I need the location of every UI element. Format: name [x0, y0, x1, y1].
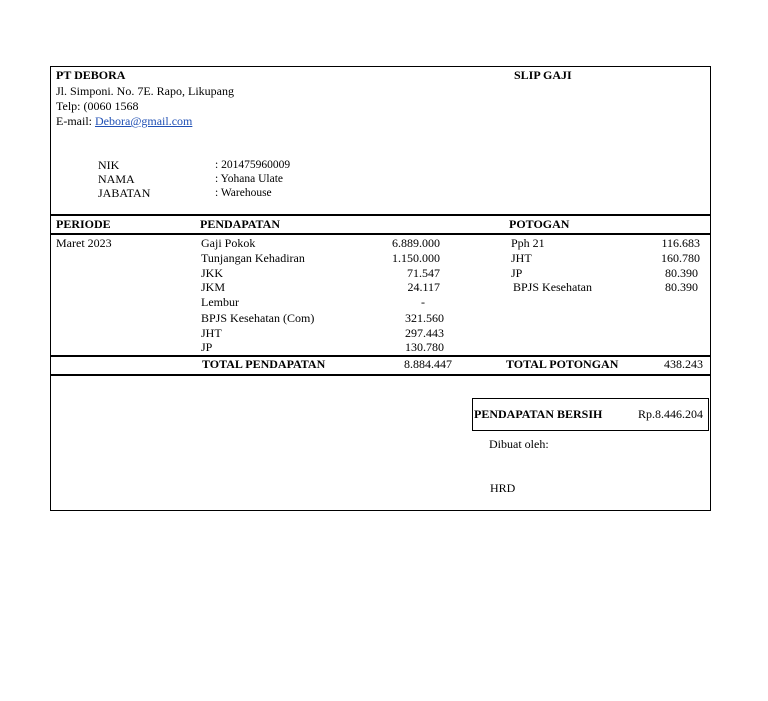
- total-pendapatan-value: 8.884.447: [404, 357, 452, 371]
- pendapatan-value: 297.443: [405, 326, 444, 340]
- total-potongan-value: 438.243: [664, 357, 703, 371]
- company-name: PT DEBORA: [56, 68, 126, 82]
- document-title: SLIP GAJI: [514, 68, 572, 82]
- table-header-divider: [50, 233, 711, 235]
- pendapatan-label: JP: [201, 340, 213, 354]
- pendapatan-value: 130.780: [405, 340, 444, 354]
- potongan-label: Pph 21: [511, 236, 545, 250]
- header-potongan: POTOGAN: [509, 217, 570, 231]
- potongan-value: 80.390: [665, 280, 698, 294]
- potongan-value: 80.390: [665, 266, 698, 280]
- potongan-label: BPJS Kesehatan: [513, 280, 592, 294]
- company-email-row: [56, 114, 192, 128]
- pendapatan-label: JKM: [201, 280, 226, 294]
- header-pendapatan: PENDAPATAN: [200, 217, 280, 231]
- totals-bottom-divider: [50, 374, 711, 376]
- pendapatan-label: Lembur: [201, 295, 239, 309]
- potongan-label: JP: [511, 266, 523, 280]
- nik-label: NIK: [98, 158, 120, 172]
- pendapatan-value: 1.150.000: [392, 251, 440, 265]
- potongan-value: 160.780: [661, 251, 700, 265]
- pendapatan-label: JHT: [201, 326, 222, 340]
- pendapatan-value: 24.117: [407, 280, 440, 294]
- net-pay-value: Rp.8.446.204: [637, 407, 703, 421]
- total-pendapatan-label: TOTAL PENDAPATAN: [202, 357, 326, 371]
- email-link[interactable]: Debora@gmail.com: [95, 114, 193, 128]
- signer-label: HRD: [490, 481, 516, 495]
- pendapatan-value: -: [421, 295, 425, 309]
- potongan-label: JHT: [511, 251, 532, 265]
- jabatan-value: : Warehouse: [215, 187, 272, 199]
- nama-value: : Yohana Ulate: [215, 173, 284, 185]
- pendapatan-label: Gaji Pokok: [201, 236, 256, 250]
- potongan-value: 116.683: [661, 236, 700, 250]
- periode-value: Maret 2023: [56, 236, 112, 250]
- nik-value: : 201475960009: [215, 159, 291, 171]
- pendapatan-label: Tunjangan Kehadiran: [201, 251, 305, 265]
- pendapatan-value: 6.889.000: [392, 236, 440, 250]
- pendapatan-label: BPJS Kesehatan (Com): [201, 311, 315, 325]
- company-address: Jl. Simponi. No. 7E. Rapo, Likupang: [56, 84, 234, 98]
- net-pay-label: PENDAPATAN BERSIH: [474, 407, 603, 421]
- made-by-label: Dibuat oleh:: [489, 437, 549, 451]
- company-phone: Telp: (0060 1568: [56, 99, 139, 113]
- nama-label: NAMA: [98, 172, 135, 186]
- email-label: E-mail:: [56, 114, 92, 128]
- pendapatan-label: JKK: [201, 266, 224, 280]
- header-periode: PERIODE: [56, 217, 111, 231]
- pendapatan-value: 321.560: [405, 311, 444, 325]
- jabatan-label: JABATAN: [98, 186, 151, 200]
- total-potongan-label: TOTAL POTONGAN: [506, 357, 619, 371]
- pendapatan-value: 71.547: [407, 266, 440, 280]
- table-top-divider: [50, 214, 711, 216]
